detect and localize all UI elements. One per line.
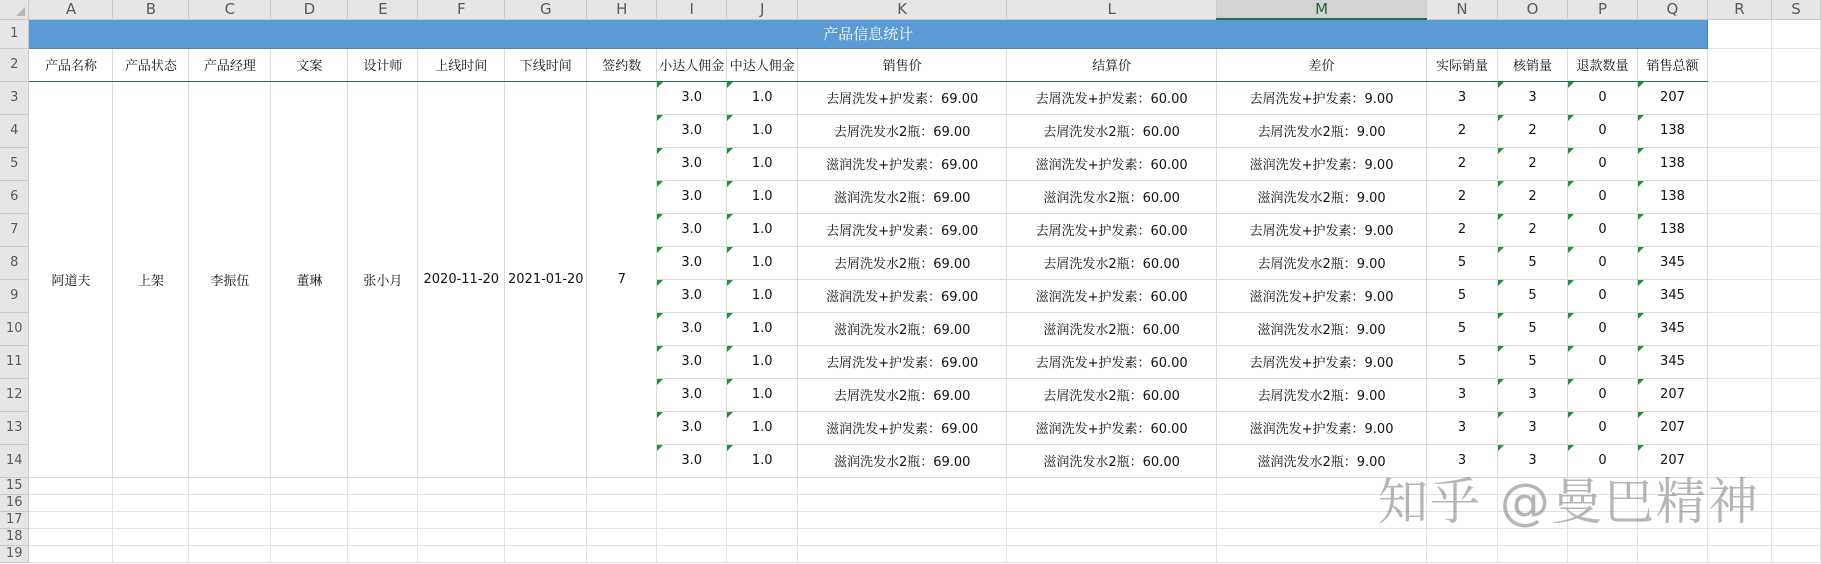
- refund-count-cell[interactable]: 0: [1567, 279, 1637, 312]
- row-header-6[interactable]: 6: [0, 180, 29, 213]
- sale-price-cell[interactable]: 去屑洗发水2瓶：69.00: [798, 114, 1007, 147]
- row-header-12[interactable]: 12: [0, 378, 29, 411]
- empty-cell[interactable]: [798, 545, 1007, 562]
- verified-sales-cell[interactable]: 5: [1498, 312, 1568, 345]
- price-diff-cell[interactable]: 滋润洗发+护发素：9.00: [1217, 279, 1427, 312]
- refund-count-cell[interactable]: 0: [1567, 81, 1637, 114]
- sale-price-cell[interactable]: 滋润洗发+护发素：69.00: [798, 279, 1007, 312]
- empty-cell[interactable]: [29, 494, 113, 511]
- cell-s-9[interactable]: [1771, 279, 1820, 312]
- cell-r-1[interactable]: [1707, 19, 1771, 48]
- actual-sales-cell[interactable]: 5: [1427, 279, 1498, 312]
- row-header-2[interactable]: 2: [0, 48, 29, 81]
- empty-cell[interactable]: [418, 528, 505, 545]
- settlement-price-cell[interactable]: 去屑洗发水2瓶：60.00: [1007, 246, 1217, 279]
- mid-commission-cell[interactable]: 1.0: [727, 411, 798, 444]
- row-header-9[interactable]: 9: [0, 279, 29, 312]
- price-diff-cell[interactable]: 滋润洗发水2瓶：9.00: [1217, 312, 1427, 345]
- cell-s-5[interactable]: [1771, 147, 1820, 180]
- small-commission-cell[interactable]: 3.0: [657, 378, 727, 411]
- row-header-10[interactable]: 10: [0, 312, 29, 345]
- merged-cell-copywriter[interactable]: 董琳: [271, 81, 348, 477]
- column-header-g[interactable]: G: [505, 0, 587, 19]
- row-header-4[interactable]: 4: [0, 114, 29, 147]
- sales-total-cell[interactable]: 207: [1637, 411, 1707, 444]
- refund-count-cell[interactable]: 0: [1567, 444, 1637, 477]
- sales-total-cell[interactable]: 138: [1637, 213, 1707, 246]
- column-header-a[interactable]: A: [29, 0, 113, 19]
- mid-commission-cell[interactable]: 1.0: [727, 147, 798, 180]
- header-cell-i[interactable]: 小达人佣金: [657, 48, 727, 81]
- header-cell-p[interactable]: 退款数量: [1567, 48, 1637, 81]
- empty-cell[interactable]: [113, 528, 189, 545]
- merged-cell-product-name[interactable]: 阿道夫: [29, 81, 113, 477]
- column-header-i[interactable]: I: [657, 0, 727, 19]
- merged-cell-offline-date[interactable]: 2021-01-20: [505, 81, 587, 477]
- header-cell-k[interactable]: 销售价: [798, 48, 1007, 81]
- mid-commission-cell[interactable]: 1.0: [727, 279, 798, 312]
- select-all-corner[interactable]: [0, 0, 29, 19]
- cell-r-6[interactable]: [1707, 180, 1771, 213]
- sales-total-cell[interactable]: 345: [1637, 279, 1707, 312]
- refund-count-cell[interactable]: 0: [1567, 378, 1637, 411]
- settlement-price-cell[interactable]: 滋润洗发+护发素：60.00: [1007, 411, 1217, 444]
- sales-total-cell[interactable]: 207: [1637, 81, 1707, 114]
- empty-cell[interactable]: [271, 545, 348, 562]
- empty-cell[interactable]: [189, 494, 271, 511]
- row-header-17[interactable]: 17: [0, 511, 29, 528]
- empty-cell[interactable]: [189, 545, 271, 562]
- sales-total-cell[interactable]: 207: [1637, 444, 1707, 477]
- empty-cell[interactable]: [657, 477, 727, 494]
- empty-cell[interactable]: [113, 494, 189, 511]
- settlement-price-cell[interactable]: 去屑洗发+护发素：60.00: [1007, 345, 1217, 378]
- empty-cell[interactable]: [1007, 545, 1217, 562]
- mid-commission-cell[interactable]: 1.0: [727, 378, 798, 411]
- settlement-price-cell[interactable]: 滋润洗发+护发素：60.00: [1007, 147, 1217, 180]
- actual-sales-cell[interactable]: 5: [1427, 345, 1498, 378]
- sheet-title-cell[interactable]: 产品信息统计: [29, 19, 1707, 48]
- empty-cell[interactable]: [657, 511, 727, 528]
- row-header-16[interactable]: 16: [0, 494, 29, 511]
- empty-cell[interactable]: [348, 494, 418, 511]
- empty-cell[interactable]: [1771, 494, 1820, 511]
- empty-cell[interactable]: [271, 494, 348, 511]
- empty-cell[interactable]: [1007, 494, 1217, 511]
- header-cell-m[interactable]: 差价: [1217, 48, 1427, 81]
- sheet-row-1: [0, 19, 1821, 48]
- verified-sales-cell[interactable]: 3: [1498, 81, 1568, 114]
- row-header-13[interactable]: 13: [0, 411, 29, 444]
- refund-count-cell[interactable]: 0: [1567, 246, 1637, 279]
- empty-cell[interactable]: [348, 545, 418, 562]
- row-header-1[interactable]: 1: [0, 19, 29, 48]
- column-header-r[interactable]: R: [1707, 0, 1771, 19]
- refund-count-cell[interactable]: 0: [1567, 312, 1637, 345]
- empty-cell[interactable]: [727, 545, 798, 562]
- column-header-q[interactable]: Q: [1637, 0, 1707, 19]
- empty-cell[interactable]: [727, 511, 798, 528]
- empty-cell[interactable]: [418, 511, 505, 528]
- settlement-price-cell[interactable]: 去屑洗发水2瓶：60.00: [1007, 114, 1217, 147]
- row-header-7[interactable]: 7: [0, 213, 29, 246]
- small-commission-cell[interactable]: 3.0: [657, 147, 727, 180]
- sale-price-cell[interactable]: 滋润洗发水2瓶：69.00: [798, 312, 1007, 345]
- mid-commission-cell[interactable]: 1.0: [727, 312, 798, 345]
- column-header-c[interactable]: C: [189, 0, 271, 19]
- mid-commission-cell[interactable]: 1.0: [727, 213, 798, 246]
- column-header-f[interactable]: F: [418, 0, 505, 19]
- sheet-row-2: [0, 48, 1821, 81]
- header-cell-f[interactable]: 上线时间: [418, 48, 505, 81]
- empty-cell[interactable]: [113, 545, 189, 562]
- cell-r-9[interactable]: [1707, 279, 1771, 312]
- empty-cell[interactable]: [189, 477, 271, 494]
- cell-s-13[interactable]: [1771, 411, 1820, 444]
- empty-cell[interactable]: [29, 528, 113, 545]
- empty-cell[interactable]: [1498, 545, 1568, 562]
- small-commission-cell[interactable]: 3.0: [657, 312, 727, 345]
- small-commission-cell[interactable]: 3.0: [657, 279, 727, 312]
- sales-total-cell[interactable]: 138: [1637, 147, 1707, 180]
- empty-cell[interactable]: [189, 528, 271, 545]
- empty-cell[interactable]: [587, 494, 657, 511]
- price-diff-cell[interactable]: 滋润洗发+护发素：9.00: [1217, 147, 1427, 180]
- verified-sales-cell[interactable]: 3: [1498, 378, 1568, 411]
- settlement-price-cell[interactable]: 滋润洗发+护发素：60.00: [1007, 279, 1217, 312]
- empty-cell[interactable]: [1007, 528, 1217, 545]
- header-cell-g[interactable]: 下线时间: [505, 48, 587, 81]
- cell-r-11[interactable]: [1707, 345, 1771, 378]
- empty-cell[interactable]: [1707, 545, 1771, 562]
- small-commission-cell[interactable]: 3.0: [657, 81, 727, 114]
- actual-sales-cell[interactable]: 2: [1427, 180, 1498, 213]
- watermark-text: 知乎 @曼巴精神: [1378, 473, 1760, 531]
- empty-cell[interactable]: [1771, 545, 1820, 562]
- sales-total-cell[interactable]: 138: [1637, 180, 1707, 213]
- actual-sales-cell[interactable]: 2: [1427, 213, 1498, 246]
- empty-cell[interactable]: [657, 545, 727, 562]
- price-diff-cell[interactable]: 滋润洗发+护发素：9.00: [1217, 411, 1427, 444]
- empty-cell[interactable]: [29, 545, 113, 562]
- empty-cell[interactable]: [587, 477, 657, 494]
- cell-r-13[interactable]: [1707, 411, 1771, 444]
- actual-sales-cell[interactable]: 3: [1427, 444, 1498, 477]
- settlement-price-cell[interactable]: 去屑洗发+护发素：60.00: [1007, 81, 1217, 114]
- verified-sales-cell[interactable]: 3: [1498, 411, 1568, 444]
- sale-price-cell[interactable]: 去屑洗发+护发素：69.00: [798, 213, 1007, 246]
- verified-sales-cell[interactable]: 5: [1498, 246, 1568, 279]
- actual-sales-cell[interactable]: 3: [1427, 81, 1498, 114]
- refund-count-cell[interactable]: 0: [1567, 213, 1637, 246]
- empty-cell[interactable]: [505, 477, 587, 494]
- refund-count-cell[interactable]: 0: [1567, 345, 1637, 378]
- empty-cell[interactable]: [29, 511, 113, 528]
- cell-s-2[interactable]: [1771, 48, 1820, 81]
- cell-s-4[interactable]: [1771, 114, 1820, 147]
- price-diff-cell[interactable]: 去屑洗发水2瓶：9.00: [1217, 378, 1427, 411]
- header-cell-n[interactable]: 实际销量: [1427, 48, 1498, 81]
- empty-cell[interactable]: [1427, 545, 1498, 562]
- column-header-h[interactable]: H: [587, 0, 657, 19]
- price-diff-cell[interactable]: 去屑洗发水2瓶：9.00: [1217, 114, 1427, 147]
- empty-cell[interactable]: [505, 545, 587, 562]
- empty-cell[interactable]: [657, 494, 727, 511]
- empty-cell[interactable]: [1007, 477, 1217, 494]
- empty-cell[interactable]: [587, 528, 657, 545]
- sale-price-cell[interactable]: 滋润洗发+护发素：69.00: [798, 147, 1007, 180]
- cell-s-7[interactable]: [1771, 213, 1820, 246]
- empty-cell[interactable]: [1007, 511, 1217, 528]
- table-row: [0, 81, 1821, 114]
- cell-r-5[interactable]: [1707, 147, 1771, 180]
- settlement-price-cell[interactable]: 滋润洗发水2瓶：60.00: [1007, 312, 1217, 345]
- empty-cell[interactable]: [798, 494, 1007, 511]
- actual-sales-cell[interactable]: 3: [1427, 378, 1498, 411]
- merged-cell-online-date[interactable]: 2020-11-20: [418, 81, 505, 477]
- header-cell-l[interactable]: 结算价: [1007, 48, 1217, 81]
- verified-sales-cell[interactable]: 2: [1498, 147, 1568, 180]
- actual-sales-cell[interactable]: 5: [1427, 246, 1498, 279]
- empty-cell[interactable]: [271, 511, 348, 528]
- verified-sales-cell[interactable]: 3: [1498, 444, 1568, 477]
- empty-cell[interactable]: [798, 528, 1007, 545]
- verified-sales-cell[interactable]: 2: [1498, 213, 1568, 246]
- sale-price-cell[interactable]: 去屑洗发+护发素：69.00: [798, 81, 1007, 114]
- empty-cell[interactable]: [271, 528, 348, 545]
- empty-cell[interactable]: [727, 528, 798, 545]
- column-header-b[interactable]: B: [113, 0, 189, 19]
- price-diff-cell[interactable]: 去屑洗发+护发素：9.00: [1217, 81, 1427, 114]
- cell-s-1[interactable]: [1771, 19, 1820, 48]
- cell-s-3[interactable]: [1771, 81, 1820, 114]
- header-cell-a[interactable]: 产品名称: [29, 48, 113, 81]
- price-diff-cell[interactable]: 去屑洗发水2瓶：9.00: [1217, 246, 1427, 279]
- cell-r-7[interactable]: [1707, 213, 1771, 246]
- empty-cell[interactable]: [29, 477, 113, 494]
- mid-commission-cell[interactable]: 1.0: [727, 114, 798, 147]
- refund-count-cell[interactable]: 0: [1567, 411, 1637, 444]
- verified-sales-cell[interactable]: 2: [1498, 114, 1568, 147]
- sales-total-cell[interactable]: 138: [1637, 114, 1707, 147]
- small-commission-cell[interactable]: 3.0: [657, 213, 727, 246]
- settlement-price-cell[interactable]: 去屑洗发+护发素：60.00: [1007, 213, 1217, 246]
- cell-s-8[interactable]: [1771, 246, 1820, 279]
- empty-cell[interactable]: [113, 511, 189, 528]
- settlement-price-cell[interactable]: 去屑洗发水2瓶：60.00: [1007, 378, 1217, 411]
- empty-cell[interactable]: [1771, 511, 1820, 528]
- row-header-3[interactable]: 3: [0, 81, 29, 114]
- small-commission-cell[interactable]: 3.0: [657, 246, 727, 279]
- empty-cell[interactable]: [798, 477, 1007, 494]
- header-cell-q[interactable]: 销售总额: [1637, 48, 1707, 81]
- column-header-j[interactable]: J: [727, 0, 798, 19]
- empty-cell[interactable]: [189, 511, 271, 528]
- row-header-19[interactable]: 19: [0, 545, 29, 562]
- price-diff-cell[interactable]: 滋润洗发水2瓶：9.00: [1217, 180, 1427, 213]
- cell-s-10[interactable]: [1771, 312, 1820, 345]
- verified-sales-cell[interactable]: 5: [1498, 345, 1568, 378]
- sales-total-cell[interactable]: 345: [1637, 345, 1707, 378]
- column-header-l[interactable]: L: [1007, 0, 1217, 19]
- empty-cell[interactable]: [271, 477, 348, 494]
- column-header-d[interactable]: D: [271, 0, 348, 19]
- empty-cell[interactable]: [505, 494, 587, 511]
- sale-price-cell[interactable]: 去屑洗发+护发素：69.00: [798, 345, 1007, 378]
- mid-commission-cell[interactable]: 1.0: [727, 444, 798, 477]
- column-header-o[interactable]: O: [1498, 0, 1568, 19]
- empty-cell[interactable]: [418, 545, 505, 562]
- cell-r-8[interactable]: [1707, 246, 1771, 279]
- header-cell-b[interactable]: 产品状态: [113, 48, 189, 81]
- price-diff-cell[interactable]: 滋润洗发水2瓶：9.00: [1217, 444, 1427, 477]
- sale-price-cell[interactable]: 滋润洗发+护发素：69.00: [798, 411, 1007, 444]
- mid-commission-cell[interactable]: 1.0: [727, 180, 798, 213]
- header-cell-c[interactable]: 产品经理: [189, 48, 271, 81]
- settlement-price-cell[interactable]: 滋润洗发水2瓶：60.00: [1007, 180, 1217, 213]
- column-header-s[interactable]: S: [1771, 0, 1820, 19]
- empty-cell[interactable]: [505, 511, 587, 528]
- empty-cell[interactable]: [348, 477, 418, 494]
- refund-count-cell[interactable]: 0: [1567, 114, 1637, 147]
- empty-cell[interactable]: [727, 477, 798, 494]
- header-cell-o[interactable]: 核销量: [1498, 48, 1568, 81]
- merged-cell-manager[interactable]: 李振伍: [189, 81, 271, 477]
- header-cell-h[interactable]: 签约数: [587, 48, 657, 81]
- mid-commission-cell[interactable]: 1.0: [727, 246, 798, 279]
- empty-cell[interactable]: [1771, 528, 1820, 545]
- empty-cell[interactable]: [418, 494, 505, 511]
- cell-r-2[interactable]: [1707, 48, 1771, 81]
- empty-cell[interactable]: [587, 545, 657, 562]
- sales-total-cell[interactable]: 345: [1637, 246, 1707, 279]
- empty-cell[interactable]: [727, 494, 798, 511]
- column-header-m[interactable]: M: [1217, 0, 1427, 19]
- mid-commission-cell[interactable]: 1.0: [727, 81, 798, 114]
- empty-cell[interactable]: [1637, 545, 1707, 562]
- merged-cell-status[interactable]: 上架: [113, 81, 189, 477]
- column-header-n[interactable]: N: [1427, 0, 1498, 19]
- small-commission-cell[interactable]: 3.0: [657, 345, 727, 378]
- header-cell-d[interactable]: 文案: [271, 48, 348, 81]
- column-header-e[interactable]: E: [348, 0, 418, 19]
- empty-cell[interactable]: [1217, 545, 1427, 562]
- settlement-price-cell[interactable]: 滋润洗发水2瓶：60.00: [1007, 444, 1217, 477]
- row-header-8[interactable]: 8: [0, 246, 29, 279]
- cell-r-3[interactable]: [1707, 81, 1771, 114]
- small-commission-cell[interactable]: 3.0: [657, 180, 727, 213]
- small-commission-cell[interactable]: 3.0: [657, 444, 727, 477]
- actual-sales-cell[interactable]: 3: [1427, 411, 1498, 444]
- empty-cell[interactable]: [418, 477, 505, 494]
- cell-s-14[interactable]: [1771, 444, 1820, 477]
- small-commission-cell[interactable]: 3.0: [657, 114, 727, 147]
- header-cell-e[interactable]: 设计师: [348, 48, 418, 81]
- cell-s-11[interactable]: [1771, 345, 1820, 378]
- cell-r-12[interactable]: [1707, 378, 1771, 411]
- empty-cell[interactable]: [657, 528, 727, 545]
- price-diff-cell[interactable]: 去屑洗发+护发素：9.00: [1217, 213, 1427, 246]
- cell-s-12[interactable]: [1771, 378, 1820, 411]
- sale-price-cell[interactable]: 滋润洗发水2瓶：69.00: [798, 444, 1007, 477]
- merged-cell-contracts[interactable]: 7: [587, 81, 657, 477]
- row-header-15[interactable]: 15: [0, 477, 29, 494]
- empty-cell[interactable]: [348, 511, 418, 528]
- cell-r-4[interactable]: [1707, 114, 1771, 147]
- empty-row: [0, 545, 1821, 562]
- price-diff-cell[interactable]: 去屑洗发+护发素：9.00: [1217, 345, 1427, 378]
- empty-cell[interactable]: [113, 477, 189, 494]
- header-cell-j[interactable]: 中达人佣金: [727, 48, 798, 81]
- actual-sales-cell[interactable]: 5: [1427, 312, 1498, 345]
- actual-sales-cell[interactable]: 2: [1427, 147, 1498, 180]
- cell-r-10[interactable]: [1707, 312, 1771, 345]
- verified-sales-cell[interactable]: 5: [1498, 279, 1568, 312]
- refund-count-cell[interactable]: 0: [1567, 147, 1637, 180]
- column-header-row: [0, 0, 1821, 19]
- sale-price-cell[interactable]: 去屑洗发水2瓶：69.00: [798, 378, 1007, 411]
- empty-cell[interactable]: [798, 511, 1007, 528]
- row-header-18[interactable]: 18: [0, 528, 29, 545]
- sale-price-cell[interactable]: 去屑洗发水2瓶：69.00: [798, 246, 1007, 279]
- row-header-11[interactable]: 11: [0, 345, 29, 378]
- mid-commission-cell[interactable]: 1.0: [727, 345, 798, 378]
- merged-cell-designer[interactable]: 张小月: [348, 81, 418, 477]
- row-header-5[interactable]: 5: [0, 147, 29, 180]
- actual-sales-cell[interactable]: 2: [1427, 114, 1498, 147]
- row-header-14[interactable]: 14: [0, 444, 29, 477]
- verified-sales-cell[interactable]: 2: [1498, 180, 1568, 213]
- empty-cell[interactable]: [348, 528, 418, 545]
- sales-total-cell[interactable]: 207: [1637, 378, 1707, 411]
- empty-cell[interactable]: [505, 528, 587, 545]
- sale-price-cell[interactable]: 滋润洗发水2瓶：69.00: [798, 180, 1007, 213]
- empty-cell[interactable]: [587, 511, 657, 528]
- empty-cell[interactable]: [1567, 545, 1637, 562]
- small-commission-cell[interactable]: 3.0: [657, 411, 727, 444]
- refund-count-cell[interactable]: 0: [1567, 180, 1637, 213]
- empty-cell[interactable]: [1771, 477, 1820, 494]
- column-header-k[interactable]: K: [798, 0, 1007, 19]
- column-header-p[interactable]: P: [1567, 0, 1637, 19]
- sales-total-cell[interactable]: 345: [1637, 312, 1707, 345]
- cell-s-6[interactable]: [1771, 180, 1820, 213]
